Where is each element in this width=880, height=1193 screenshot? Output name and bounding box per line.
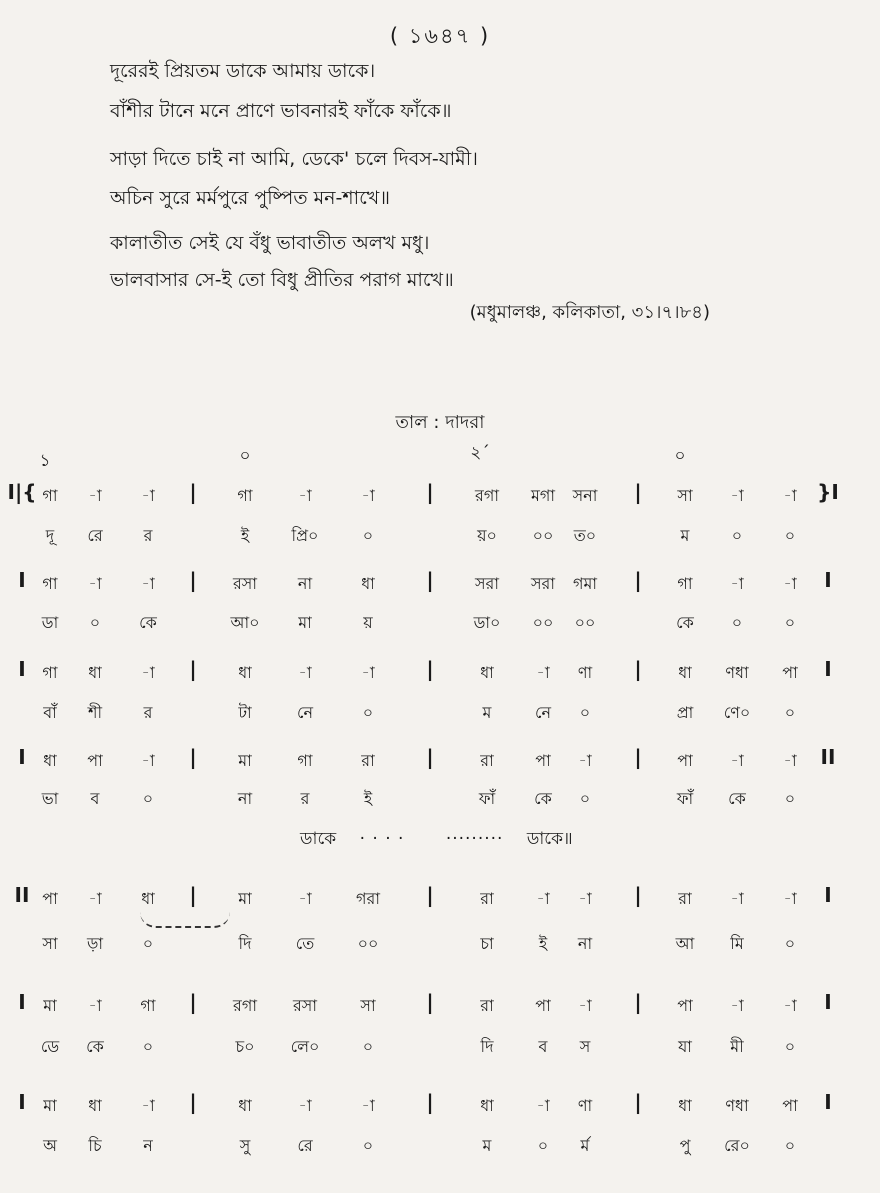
swara-note: -া	[783, 574, 797, 593]
bani-syllable: ০	[362, 1136, 374, 1155]
bani-syllable: দি	[480, 1037, 494, 1056]
swara-note: -া	[298, 663, 312, 682]
swara-note: মা	[238, 889, 252, 908]
bani-syllable: ০	[731, 526, 743, 545]
bani-syllable: ব	[90, 789, 100, 808]
bani-syllable: প্রি০	[291, 526, 319, 545]
swara-note: ণা	[577, 1096, 593, 1115]
swara-note: ধা	[141, 889, 155, 908]
bani-syllable: ত০	[573, 526, 597, 545]
bani-syllable: র	[143, 703, 153, 722]
swara-note: ধা	[43, 751, 57, 770]
row-end-bar: II	[820, 745, 836, 769]
swara-note: পা	[535, 751, 551, 770]
swara-note: -া	[783, 996, 797, 1015]
bani-syllable: যা	[678, 1037, 692, 1056]
bani-syllable: ম	[482, 703, 492, 722]
bani-syllable: তে	[295, 934, 315, 953]
swara-note: ধা	[88, 1096, 102, 1115]
bar-line: |	[426, 990, 434, 1014]
bani-syllable: ই	[240, 526, 250, 545]
bani-syllable: ০	[142, 789, 154, 808]
row-end-bar: I	[824, 990, 832, 1014]
bani-syllable: কে	[86, 1037, 104, 1056]
lyric-line: ভালবাসার সে-ই তো বিধু প্রীতির পরাগ মাখে॥	[110, 269, 454, 291]
swara-note: গা	[677, 574, 693, 593]
refrain-dots: · · · ·	[359, 829, 405, 849]
swara-note: গা	[42, 574, 58, 593]
swara-note: -া	[298, 1096, 312, 1115]
swara-note: -া	[361, 1096, 375, 1115]
bani-syllable: য়	[363, 613, 373, 632]
bani-syllable: পু	[679, 1136, 691, 1155]
bar-line: |	[426, 568, 434, 592]
bar-line: |	[426, 745, 434, 769]
bani-syllable: ম	[680, 526, 690, 545]
page-number: ( ১৬৪৭ )	[389, 24, 491, 48]
bani-syllable: ফাঁ	[478, 789, 496, 808]
swara-note: পা	[677, 996, 693, 1015]
swara-note: রা	[480, 751, 494, 770]
refrain-left: ডাকে	[300, 829, 337, 849]
beat-marker: ০	[674, 446, 686, 466]
beat-marker: ২´	[470, 443, 490, 463]
bani-syllable: ০০	[574, 613, 596, 632]
bani-syllable: ই	[538, 934, 548, 953]
swara-note: গরা	[356, 889, 380, 908]
swara-note: গা	[140, 996, 156, 1015]
bar-line: |	[189, 568, 197, 592]
swara-note: -া	[783, 486, 797, 505]
swara-note: ধা	[678, 1096, 692, 1115]
swara-note: ধা	[238, 1096, 252, 1115]
bani-syllable: রে	[87, 526, 103, 545]
bani-syllable: না	[577, 934, 593, 953]
bani-syllable: ০	[142, 934, 154, 953]
bani-syllable: নে	[534, 703, 552, 722]
bani-syllable: ০	[784, 703, 796, 722]
swara-note: ধা	[361, 574, 375, 593]
swara-note: গা	[42, 486, 58, 505]
swara-note: -া	[141, 574, 155, 593]
lyric-line: সাড়া দিতে চাই না আমি, ডেকে' চলে দিবস-যামী।	[110, 148, 478, 170]
swara-note: রা	[361, 751, 375, 770]
beat-marker: ১	[39, 451, 51, 471]
bani-syllable: ভা	[41, 789, 59, 808]
tala-label: তাল : দাদরা	[395, 412, 485, 433]
row-start-bar: I	[18, 1090, 26, 1114]
swara-note: -া	[88, 574, 102, 593]
bani-syllable: য়০	[477, 526, 497, 545]
swara-note: সনা	[572, 486, 598, 505]
bar-line: |	[634, 745, 642, 769]
swara-note: -া	[141, 486, 155, 505]
swara-note: পা	[87, 751, 103, 770]
bani-syllable: কে	[534, 789, 552, 808]
swara-note: সা	[677, 486, 693, 505]
bar-line: |	[426, 1090, 434, 1114]
bani-syllable: ০	[579, 789, 591, 808]
lyric-line: দূরেরই প্রিয়তম ডাকে আমায় ডাকে।	[110, 60, 376, 82]
swara-note: মা	[43, 1096, 57, 1115]
swara-note: -া	[730, 574, 744, 593]
swara-note: -া	[88, 996, 102, 1015]
bar-line: |	[426, 480, 434, 504]
bar-line: |	[189, 480, 197, 504]
bani-syllable: প্রা	[676, 703, 694, 722]
swara-note: -া	[141, 751, 155, 770]
swara-note: -া	[578, 751, 592, 770]
swara-note: ধা	[480, 663, 494, 682]
swara-note: সরা	[474, 574, 500, 593]
bani-syllable: শী	[87, 703, 103, 722]
swara-note: -া	[783, 889, 797, 908]
bani-syllable: রে	[297, 1136, 313, 1155]
bani-syllable: নে	[296, 703, 314, 722]
bani-syllable: র্ম	[580, 1136, 590, 1155]
bar-line: |	[189, 657, 197, 681]
swara-note: মা	[238, 751, 252, 770]
row-end-bar: I	[824, 568, 832, 592]
bani-syllable: কে	[139, 613, 157, 632]
swara-note: পা	[782, 1096, 798, 1115]
bani-syllable: ০	[784, 1037, 796, 1056]
bani-syllable: ০	[537, 1136, 549, 1155]
row-end-bar: I	[824, 657, 832, 681]
swara-note: মগা	[530, 486, 556, 505]
bar-line: |	[634, 568, 642, 592]
bani-syllable: ০	[784, 789, 796, 808]
swara-note: রা	[480, 889, 494, 908]
bani-syllable: ০	[362, 1037, 374, 1056]
bar-line: |	[189, 1090, 197, 1114]
bani-syllable: আ০	[230, 613, 260, 632]
bani-syllable: আ	[675, 934, 695, 953]
bani-syllable: সা	[42, 934, 58, 953]
swara-note: -া	[536, 663, 550, 682]
bani-syllable: লে০	[290, 1037, 320, 1056]
swara-note: গা	[297, 751, 313, 770]
bani-syllable: ০০	[532, 526, 554, 545]
bani-syllable: দূ	[45, 526, 55, 545]
swara-note: সা	[360, 996, 376, 1015]
swara-note: ধা	[88, 663, 102, 682]
swara-note: -া	[730, 996, 744, 1015]
row-end-bar: I	[824, 1090, 832, 1114]
swara-note: রসা	[232, 574, 258, 593]
swara-note: রা	[678, 889, 692, 908]
row-end-bar: I	[824, 883, 832, 907]
swara-note: গমা	[572, 574, 598, 593]
swara-note: ণা	[577, 663, 593, 682]
swara-note: ধা	[480, 1096, 494, 1115]
swara-note: পা	[535, 996, 551, 1015]
swara-note: -া	[88, 889, 102, 908]
bar-line: |	[634, 480, 642, 504]
swara-note: -া	[361, 663, 375, 682]
bar-line: |	[426, 657, 434, 681]
bani-syllable: টা	[238, 703, 252, 722]
bar-line: |	[634, 1090, 642, 1114]
swara-note: রা	[480, 996, 494, 1015]
row-start-bar: I|{	[7, 480, 37, 504]
swara-note: -া	[730, 486, 744, 505]
swara-note: রসা	[292, 996, 318, 1015]
swara-note: ণধা	[725, 1096, 749, 1115]
bani-syllable: ০	[89, 613, 101, 632]
lyric-line: অচিন সুরে মর্মপুরে পুষ্পিত মন-শাখে॥	[110, 187, 390, 209]
bani-syllable: ০	[579, 703, 591, 722]
bani-syllable: ০	[784, 934, 796, 953]
bani-syllable: ডা	[41, 613, 59, 632]
bani-syllable: চা	[480, 934, 494, 953]
bani-syllable: ব	[538, 1037, 548, 1056]
bani-syllable: ০	[362, 526, 374, 545]
bani-syllable: ০০	[532, 613, 554, 632]
bani-syllable: ড়া	[86, 934, 104, 953]
lyric-line: কালাতীত সেই যে বঁধু ভাবাতীত অলখ মধু।	[110, 232, 430, 254]
bani-syllable: ০	[784, 613, 796, 632]
swara-note: -া	[730, 751, 744, 770]
swara-note: -া	[88, 486, 102, 505]
bani-syllable: ণে০	[723, 703, 751, 722]
bani-syllable: ডা০	[473, 613, 501, 632]
swara-note: -া	[578, 889, 592, 908]
swara-note: সরা	[530, 574, 556, 593]
swara-note: -া	[141, 663, 155, 682]
bani-syllable: র	[300, 789, 310, 808]
bani-syllable: র	[143, 526, 153, 545]
bani-syllable: মা	[298, 613, 312, 632]
swara-note: রগা	[233, 996, 257, 1015]
swara-note: মা	[43, 996, 57, 1015]
refrain-right: ডাকে॥	[526, 829, 573, 849]
slur-mark	[140, 912, 230, 928]
bani-syllable: চ০	[235, 1037, 255, 1056]
bar-line: |	[189, 745, 197, 769]
swara-note: পা	[42, 889, 58, 908]
row-start-bar: I	[18, 657, 26, 681]
bani-syllable: ০০	[357, 934, 379, 953]
bani-syllable: ০	[362, 703, 374, 722]
row-end-bar: }I	[817, 480, 839, 504]
bani-syllable: বাঁ	[43, 703, 57, 722]
swara-note: ধা	[238, 663, 252, 682]
bani-syllable: মী	[730, 1037, 744, 1056]
bani-syllable: ০	[784, 1136, 796, 1155]
refrain-line	[300, 826, 573, 854]
bani-syllable: ০	[142, 1037, 154, 1056]
swara-note: -া	[783, 751, 797, 770]
swara-note: -া	[298, 486, 312, 505]
bani-syllable: সু	[239, 1136, 251, 1155]
swara-note: -া	[298, 889, 312, 908]
swara-note: গা	[237, 486, 253, 505]
swara-note: পা	[677, 751, 693, 770]
bar-line: |	[634, 990, 642, 1014]
bar-line: |	[634, 883, 642, 907]
swara-note: -া	[578, 996, 592, 1015]
swara-note: না	[297, 574, 313, 593]
bar-line: |	[189, 883, 197, 907]
row-start-bar: I	[18, 568, 26, 592]
source-citation: (মধুমালঞ্চ, কলিকাতা, ৩১।৭।৮৪)	[469, 302, 710, 323]
bani-syllable: না	[237, 789, 253, 808]
bani-syllable: ফাঁ	[676, 789, 694, 808]
bani-syllable: দি	[238, 934, 252, 953]
bani-syllable: ০	[731, 613, 743, 632]
swara-note: -া	[141, 1096, 155, 1115]
bar-line: |	[189, 990, 197, 1014]
bani-syllable: ন	[143, 1136, 153, 1155]
row-start-bar: I	[18, 990, 26, 1014]
bani-syllable: ই	[363, 789, 373, 808]
swara-note: ণধা	[725, 663, 749, 682]
bani-syllable: রে০	[724, 1136, 750, 1155]
bani-syllable: মি	[730, 934, 744, 953]
bani-syllable: ম	[482, 1136, 492, 1155]
row-start-bar: II	[14, 883, 30, 907]
swara-note: -া	[536, 889, 550, 908]
swara-note: গা	[42, 663, 58, 682]
swara-note: রগা	[475, 486, 499, 505]
bar-line: |	[634, 657, 642, 681]
swara-note: -া	[730, 889, 744, 908]
swara-note: ধা	[678, 663, 692, 682]
swara-note: -া	[536, 1096, 550, 1115]
swara-note: -া	[361, 486, 375, 505]
bani-syllable: অ	[43, 1136, 57, 1155]
bani-syllable: কে	[728, 789, 746, 808]
refrain-dots: ·········	[445, 829, 504, 849]
bani-syllable: স	[579, 1037, 591, 1056]
bar-line: |	[426, 883, 434, 907]
bani-syllable: ডে	[40, 1037, 60, 1056]
bani-syllable: ০	[784, 526, 796, 545]
bani-syllable: চি	[88, 1136, 102, 1155]
swara-note: পা	[782, 663, 798, 682]
lyric-line: বাঁশীর টানে মনে প্রাণে ভাবনারই ফাঁকে ফাঁকে॥	[110, 100, 452, 122]
row-start-bar: I	[18, 745, 26, 769]
beat-marker: ০	[239, 446, 251, 466]
bani-syllable: কে	[676, 613, 694, 632]
